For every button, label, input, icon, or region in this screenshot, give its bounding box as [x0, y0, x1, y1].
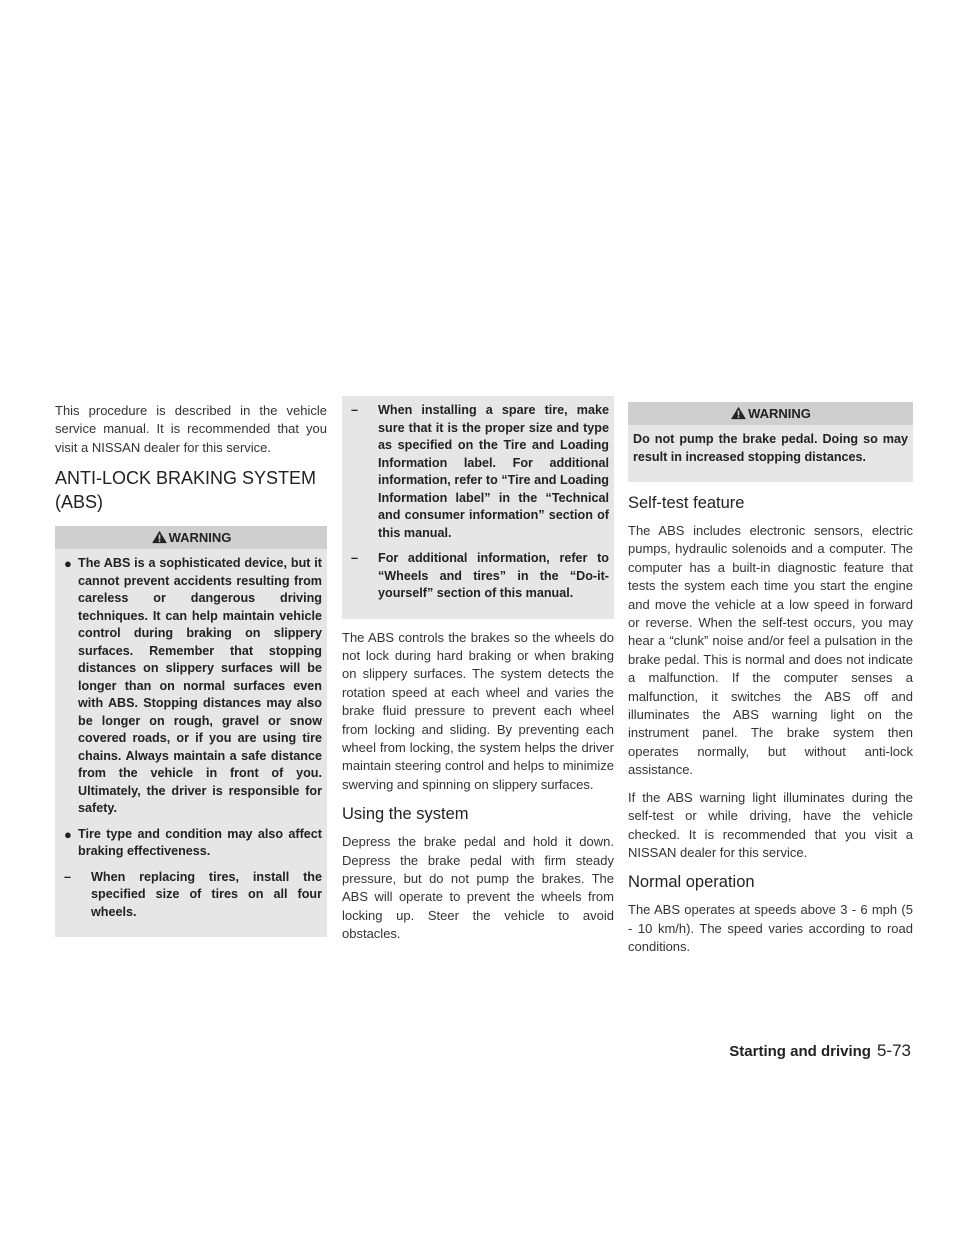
warning-bullet-text: Tire type and condition may also affect braking effectiveness.: [78, 826, 322, 859]
warning-box-abs: [55, 526, 327, 937]
page-footer: [729, 1041, 911, 1061]
subheading-using-system: Using the system: [342, 805, 469, 824]
column-3: [628, 402, 913, 966]
subheading-self-test: Self-test feature: [628, 494, 745, 512]
warning-title: WARNING: [168, 530, 232, 546]
bullet-marker: ●: [64, 556, 72, 572]
warning-sub-text: For additional information, refer to “Wheels and tires” in the “Do-it-yourself” section of this manual.: [378, 551, 609, 600]
abs-description-paragraph: The ABS controls the brakes so the wheels do not lock during hard braking or when braking on slippery surfaces. The system detects the rotation speed at each wheel and varies the brake fluid pressure to prevent each wheel from locking and sliding. By preventing each wheel from locking, the system helps the driver maintain steering control and helps to minimize swerving and spinning on slippery surfaces.: [342, 629, 614, 792]
self-test-paragraph-2: If the ABS warning light illuminates during the self-test or while driving, have the vehicle checked. It is recommended that you visit a NISSAN dealer for this service.: [628, 789, 913, 860]
dash-marker: –: [64, 869, 72, 884]
warning-box-continued: [342, 396, 614, 619]
warning-bullet-text: The ABS is a sophisticated device, but it cannot prevent accidents resulting from careless or dangerous driving techniques. It can help maintain vehicle control during braking on slippery surfaces. Remember that stopping distances on slippery surfaces will be longer than on normal surfaces even with ABS. Stopping distances may also be longer on rough, gravel or snow covered roads, or if you are using tire chains. Always maintain a safe distance from the vehicle in front of you. Ultimately, the driver is responsible for safety.: [78, 556, 322, 816]
intro-paragraph: This procedure is described in the vehicle service manual. It is recommended that you visit a NISSAN dealer for this service.: [55, 403, 327, 455]
subheading-normal-operation: Normal operation: [628, 873, 755, 892]
footer-section-name: Starting and driving: [729, 1043, 871, 1060]
using-system-paragraph: Depress the brake pedal and hold it down. Depress the brake pedal with firm steady pressure, but do not pump the brakes. The ABS will operate to prevent the wheels from locking up. Steer the vehicle to avoid obstacles.: [342, 834, 614, 942]
page-number: 5-73: [876, 1041, 911, 1060]
warning-title: WARNING: [748, 406, 811, 421]
warning-sub-text: When replacing tires, install the specified size of tires on all four wheels.: [91, 869, 322, 919]
warning-bullet: [60, 826, 322, 861]
warning-body: [633, 431, 908, 466]
normal-operation-paragraph: The ABS operates at speeds above 3 - 6 mph (5 - 10 km/h). The speed varies according to road conditions.: [628, 902, 913, 955]
warning-sub-item: [60, 869, 322, 922]
warning-header: [55, 526, 327, 549]
warning-sub-item: [347, 402, 609, 542]
warning-triangle-icon: [151, 530, 168, 544]
warning-header: [628, 402, 913, 425]
bullet-marker: ●: [64, 826, 72, 842]
warning-body: [60, 555, 322, 921]
column-2: [342, 402, 614, 953]
column-1: [55, 402, 327, 947]
warning-sub-item: [347, 550, 609, 603]
warning-text: Do not pump the brake pedal. Doing so may result in increased stopping distances.: [633, 432, 908, 464]
warning-box-pump: [628, 402, 913, 482]
dash-marker: –: [351, 551, 359, 565]
dash-marker: –: [351, 403, 359, 417]
warning-sub-text: When installing a spare tire, make sure that it is the proper size and type as specified on the Tire and Loading Information label. For additional information, refer to “Tire and Loading Information label” in the “Technical and consumer information” section of this manual.: [378, 403, 609, 540]
self-test-paragraph-1: The ABS includes electronic sensors, electric pumps, hydraulic solenoids and a computer. The computer has a built-in diagnostic feature that tests the system each time you start the engine and move the vehicle at a low speed in forward or reverse. When the self-test occurs, you may hear a “clunk” noise and/or feel a pulsation in the brake pedal. This is normal and does not indicate a malfunction. If the computer senses a malfunction, it switches the ABS off and illuminates the ABS warning light on the instrument panel. The brake system then operates normally, but without anti-lock assistance.: [628, 523, 913, 778]
warning-bullet: [60, 555, 322, 818]
section-heading-abs: ANTI-LOCK BRAKING SYSTEM (ABS): [55, 468, 317, 513]
warning-body: [347, 396, 609, 603]
warning-triangle-icon: [730, 406, 747, 420]
